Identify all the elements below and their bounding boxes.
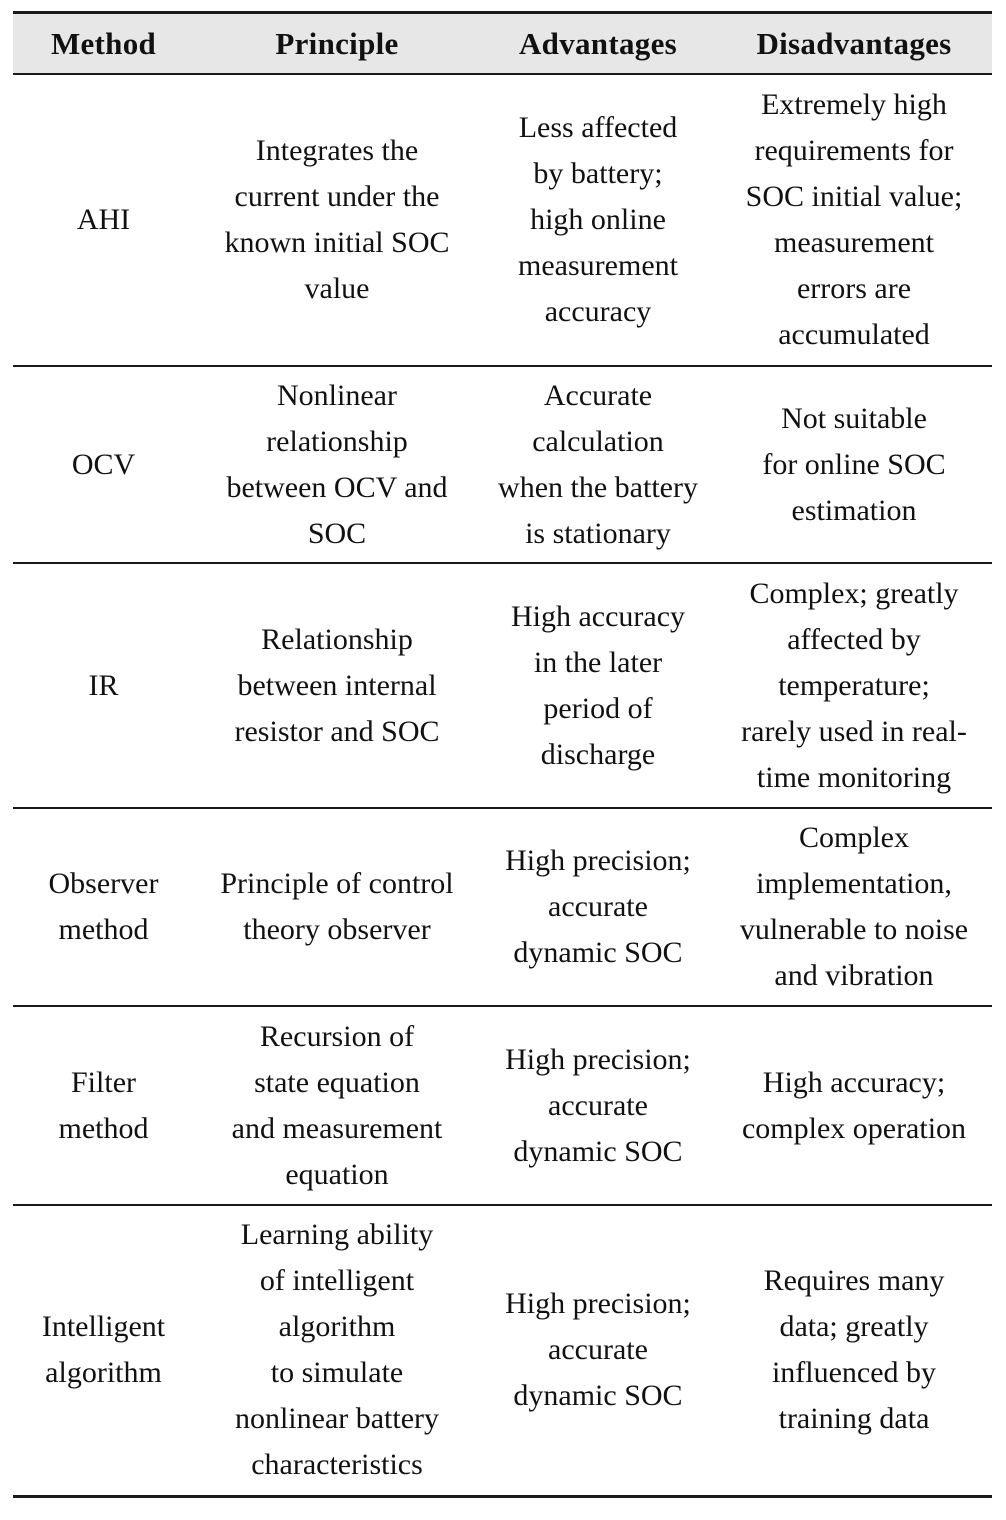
method-cell: AHI — [76, 203, 131, 236]
disadvantages-cell: Requires many data; greatly influenced by training data — [763, 1264, 945, 1436]
header-disadvantages: Disadvantages — [756, 25, 952, 61]
advantages-cell: High precision; accurate dynamic SOC — [505, 1287, 691, 1413]
table-row — [13, 366, 992, 563]
advantages-cell: High precision; accurate dynamic SOC — [505, 1042, 691, 1168]
disadvantages-cell: Not suitable for online SOC estimation — [762, 401, 946, 527]
method-cell: OCV — [71, 447, 136, 481]
principle-cell: Integrates the current under the known initial SOC value — [224, 134, 450, 305]
principle-cell: Learning ability of intelligent algorithm to simulate nonlinear battery characteristics — [234, 1218, 440, 1482]
disadvantages-cell: High accuracy; complex operation — [741, 1065, 967, 1145]
comparison-table-container — [13, 11, 992, 1498]
table-body — [13, 74, 992, 1496]
method-cell: IR — [88, 668, 119, 702]
header-advantages: Advantages — [518, 25, 677, 61]
table-row — [13, 1006, 992, 1205]
disadvantages-cell: Extremely high requirements for SOC initial value; measurement errors are accumulated — [745, 88, 963, 351]
principle-cell: Relationship between internal resistor and SOC — [234, 622, 440, 748]
table-row — [13, 808, 992, 1006]
advantages-cell: High accuracy in the later period of discharge — [510, 599, 686, 771]
soc-method-comparison-table — [13, 11, 992, 1498]
header-row — [13, 13, 992, 75]
method-cell: Filter method — [58, 1065, 149, 1145]
table-row — [13, 1205, 992, 1496]
disadvantages-cell: Complex; greatly affected by temperature; rarely used in real- time monitoring — [741, 576, 967, 794]
table-row — [13, 563, 992, 808]
method-cell: Intelligent algorithm — [41, 1310, 166, 1390]
table-header — [13, 13, 992, 75]
table-row — [13, 74, 992, 366]
principle-cell: Principle of control theory observer — [220, 867, 454, 946]
method-cell: Observer method — [48, 867, 159, 946]
advantages-cell: Accurate calculation when the battery is stationary — [498, 378, 698, 550]
disadvantages-cell: Complex implementation, vulnerable to noise and vibration — [739, 821, 969, 992]
header-principle: Principle — [275, 25, 399, 61]
advantages-cell: High precision; accurate dynamic SOC — [505, 844, 691, 969]
advantages-cell: Less affected by battery; high online measurement accuracy — [518, 111, 678, 328]
principle-cell: Recursion of state equation and measurement equation — [231, 1019, 443, 1191]
header-method: Method — [50, 25, 157, 61]
principle-cell: Nonlinear relationship between OCV and SOC — [226, 378, 448, 550]
